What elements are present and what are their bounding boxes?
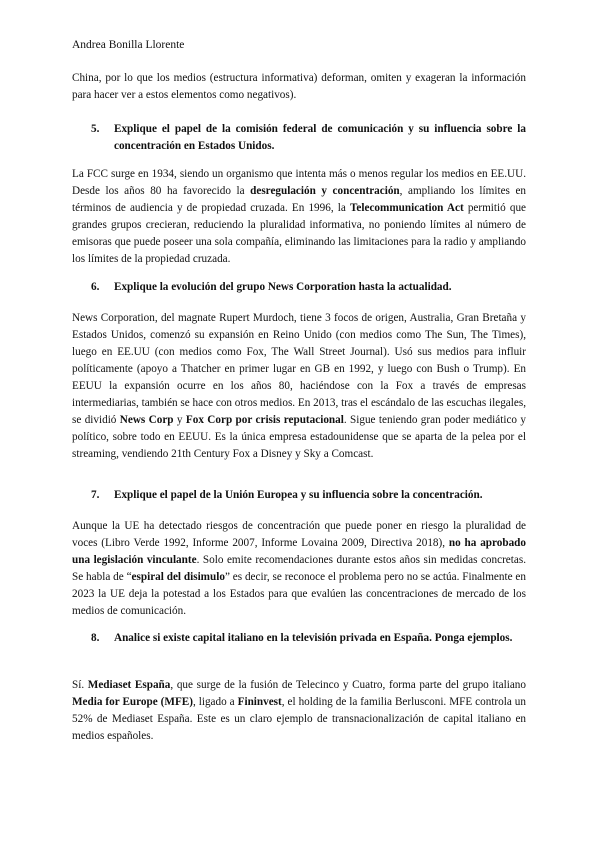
q7-text-1: Aunque la UE ha detectado riesgos de concentración que puede poner en riesgo la pluralidad de voces (Libro Verde 1992, Informe 2007, Informe Lovaina 2009, Directiva 2018),	[72, 520, 526, 549]
question-5-heading	[91, 121, 526, 155]
q8-text-4: , el holding de la familia Berlusconi. MFE controla un 52% de Mediaset España. Este es un claro ejemplo de transnacionalización de capital italiano en medios españoles.	[72, 696, 526, 742]
question-7-heading	[91, 487, 526, 504]
q8-bold-2: Media for Europe (MFE)	[72, 696, 193, 708]
question-7-number: 7.	[91, 489, 100, 501]
q8-text-3: , ligado a	[192, 696, 238, 708]
question-8-answer	[72, 677, 526, 745]
q8-text-2: , que surge de la fusión de Telecinco y Cuatro, forma parte del grupo italiano	[170, 679, 526, 691]
q6-text-1: News Corporation, del magnate Rupert Murdoch, tiene 3 focos de origen, Australia, Gran Bretaña y Estados Unidos, comenzó su expansión en Reino Unido (con medios como The Sun, The Times), luego en EE.UU (con medios como Fox, The Wall Street Journal). Usó sus medios para influir políticamente (apoyo a Thatcher en primer lugar en GB en 1992, y luego con Bush o Trump). En EEUU la expansión ocurre en los años 80, haciéndose con la Fox a través de empresas intermediarias, también se hace con otros medios. En 2013, tras el escándalo de las escuchas ilegales, se dividió	[72, 312, 526, 426]
q5-bold-2: Telecommunication Act	[349, 202, 464, 214]
q6-bold-1: News Corp	[119, 414, 174, 426]
q6-bold-2: Fox Corp por crisis reputacional	[185, 414, 344, 426]
question-5-number: 5.	[91, 123, 100, 135]
intro-paragraph: China, por lo que los medios (estructura informativa) deforman, omiten y exageran la información para hacer ver a estos elementos como negativos).	[72, 72, 526, 101]
q6-text-2: y	[173, 414, 186, 426]
author-name: Andrea Bonilla Llorente	[72, 39, 185, 51]
question-6-heading	[91, 279, 526, 296]
q7-bold-1: no ha aprobado una legislación vinculante	[72, 537, 526, 566]
q7-bold-2: espiral del disimulo	[131, 571, 225, 583]
question-6-number: 6.	[91, 281, 100, 293]
question-8-title: Analice si existe capital italiano en la televisión privada en España. Ponga ejemplos.	[114, 632, 513, 644]
q5-text-1: La FCC surge en 1934, siendo un organismo que intenta más o menos regular los medios en EE.UU. Desde los años 80 ha favorecido la	[72, 168, 526, 197]
question-6-title: Explique la evolución del grupo News Corporation hasta la actualidad.	[114, 281, 452, 293]
question-5-answer	[72, 166, 526, 268]
q6-text-3: . Sigue teniendo gran poder mediático y político, sobre todo en EEUU. Es la única empresa estadounidense que se aparta de la pelea por el streaming, vendiendo 21th Century Fox a Disney y Sky a Comcast.	[72, 414, 527, 460]
q8-bold-1: Mediaset España	[87, 679, 171, 691]
question-8-number: 8.	[91, 632, 100, 644]
q8-text-1: Sí.	[72, 679, 88, 691]
q7-text-2: . Solo emite recomendaciones durante estos años sin medidas concretas. Se habla de “	[72, 554, 526, 583]
question-6-answer	[72, 310, 526, 463]
question-7-answer	[72, 518, 526, 620]
question-8-heading	[91, 630, 526, 647]
question-7-title: Explique el papel de la Unión Europea y su influencia sobre la concentración.	[114, 489, 483, 501]
q8-bold-3: Fininvest	[237, 696, 282, 708]
q5-text-2: , ampliando los límites en términos de audiencia y de propiedad cruzada. En 1996, la	[72, 185, 527, 214]
question-5-title: Explique el papel de la comisión federal de comunicación y su influencia sobre la concentración en Estados Unidos.	[114, 123, 526, 152]
q5-text-3: permitió que grandes grupos crecieran, reduciendo la pluralidad informativa, no poniendo límites al número de emisoras que puede poseer una sola compañía, eliminando las limitaciones para la radio y ampliando los límites de la propiedad cruzada.	[72, 202, 526, 265]
q7-text-3: ” es decir, se reconoce el problema pero no se actúa. Finalmente en 2023 la UE deja la potestad a los Estados para que evalúen las concentraciones de mercado de los medios de comunicación.	[72, 571, 526, 617]
q5-bold-1: desregulación y concentración	[250, 185, 400, 197]
